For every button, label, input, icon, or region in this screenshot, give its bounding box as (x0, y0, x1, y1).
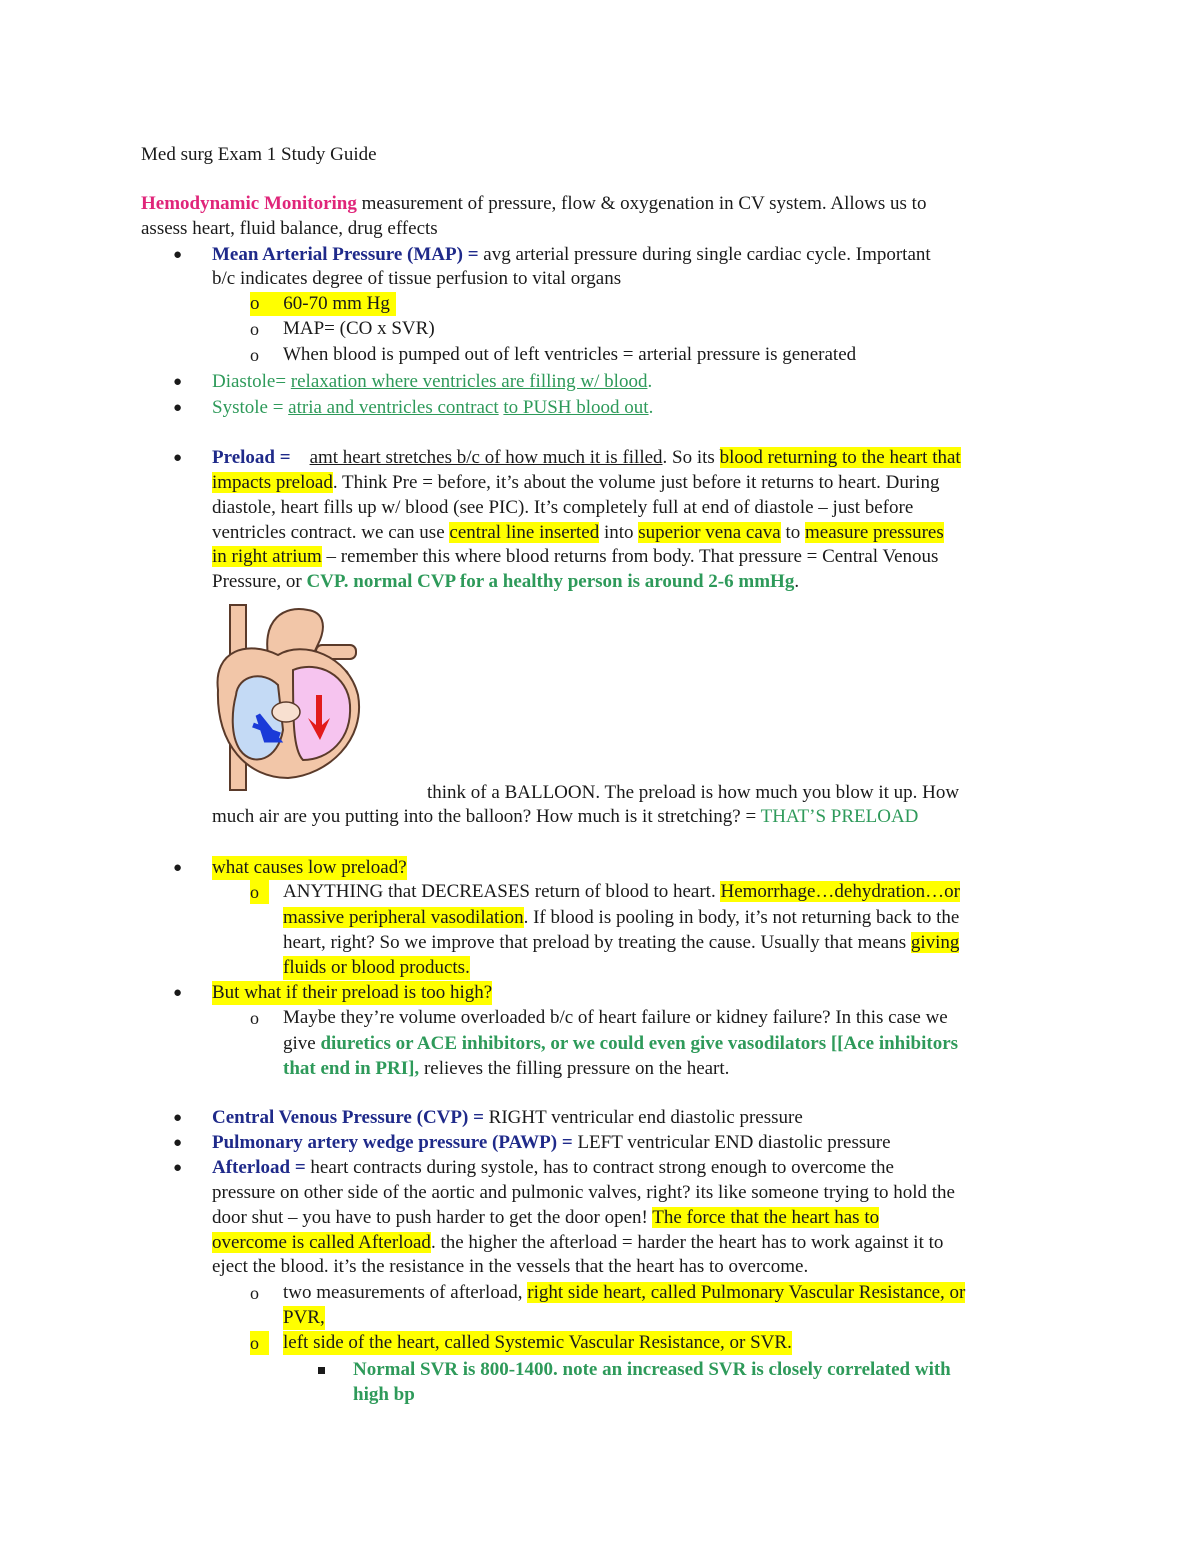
afterload-sub-1: two measurements of afterload, right side heart, called Pulmonary Vascular Resistance, or (283, 1282, 966, 1303)
hemo-term: Hemodynamic Monitoring (141, 193, 357, 214)
low-line-1: ANYTHING that DECREASES return of blood to heart. Hemorrhage…dehydration…or (283, 881, 961, 902)
preload-term: Preload = (212, 447, 296, 468)
afterload-sub-2: left side of the heart, called Systemic Vascular Resistance, or SVR. (283, 1332, 792, 1353)
afterload-line-1: Afterload = heart contracts during systole, has to contract strong enough to overcome the (212, 1157, 894, 1178)
circle-bullet: o (250, 1283, 259, 1303)
svr-note-line-1: Normal SVR is 800-1400. note an increased SVR is closely correlated with (353, 1359, 951, 1380)
bullet: ● (173, 860, 183, 876)
square-bullet (318, 1367, 325, 1374)
svr-note-line-2: high bp (353, 1384, 415, 1405)
heart-diagram-image (208, 600, 368, 800)
bullet: ● (173, 374, 183, 390)
low-line-3: heart, right? So we improve that preload by treating the cause. Usually that means giving (283, 932, 960, 953)
preload-line-4: ventricles contract. we can use central line inserted into superior vena cava to measure pressures (212, 522, 944, 543)
balloon-line-2: much air are you putting into the balloon? How much is it stretching? = THAT’S PRELOAD (212, 806, 919, 827)
aorta-shape (267, 609, 323, 655)
preload-line-1: Preload = amt heart stretches b/c of how much it is filled. So its blood returning to the heart that (212, 447, 961, 468)
map-sub-3: When blood is pumped out of left ventricles = arterial pressure is generated (283, 344, 857, 365)
afterload-line-2: pressure on other side of the aortic and pulmonic valves, right? its like someone trying to hold the (212, 1182, 955, 1203)
high-line-3: that end in PRI], relieves the filling pressure on the heart. (283, 1058, 730, 1079)
preload-line-3: diastole, heart fills up w/ blood (see PIC). It’s completely full at end of diastole – just before (212, 497, 914, 518)
doc-title: Med surg Exam 1 Study Guide (141, 144, 377, 165)
circle-bullet: o (250, 345, 259, 365)
map-line-2: b/c indicates degree of tissue perfusion to vital organs (212, 268, 622, 289)
high-line-2: give diuretics or ACE inhibitors, or we could even give vasodilators [[Ace inhibitors (283, 1033, 959, 1054)
map-line-1: Mean Arterial Pressure (MAP) = avg arterial pressure during single cardiac cycle. Important (212, 244, 931, 265)
map-sub-2: MAP= (CO x SVR) (283, 318, 435, 339)
map-sub-1: o 60-70 mm Hg (250, 292, 396, 316)
pawp-line: Pulmonary artery wedge pressure (PAWP) = LEFT ventricular END diastolic pressure (212, 1132, 891, 1153)
preload-line-6: Pressure, or CVP. normal CVP for a healthy person is around 2-6 mmHg. (212, 571, 800, 592)
bullet: ● (173, 1135, 183, 1151)
circle-bullet: o (250, 1008, 259, 1028)
hemo-line-1: Hemodynamic Monitoring measurement of pressure, flow & oxygenation in CV system. Allows us to (141, 193, 927, 214)
bullet: ● (173, 400, 183, 416)
afterload-sub-1-cont: PVR, (283, 1307, 325, 1328)
preload-line-5: in right atrium – remember this where blood returns from body. That pressure = Central Venous (212, 546, 939, 567)
circle-bullet: o (250, 880, 269, 904)
afterload-line-4: overcome is called Afterload. the higher the afterload = harder the heart has to work against it to (212, 1232, 944, 1253)
low-line-2: massive peripheral vasodilation. If blood is pooling in body, it’s not returning back to the (283, 907, 960, 928)
bullet: ● (173, 450, 183, 466)
bullet: ● (173, 1160, 183, 1176)
low-line-4: fluids or blood products. (283, 957, 470, 978)
systole-line: Systole = atria and ventricles contract to PUSH blood out. (212, 397, 654, 418)
afterload-line-5: eject the blood. it’s the resistance in the vessels that the heart has to overcome. (212, 1256, 809, 1277)
low-preload-question: what causes low preload? (212, 857, 407, 878)
map-term: Mean Arterial Pressure (MAP) = (212, 244, 484, 265)
valve-shape (272, 702, 300, 722)
bullet: ● (173, 247, 183, 263)
high-preload-question: But what if their preload is too high? (212, 982, 493, 1003)
afterload-line-3: door shut – you have to push harder to get the door open! The force that the heart has to (212, 1207, 880, 1228)
cvp-line: Central Venous Pressure (CVP) = RIGHT ventricular end diastolic pressure (212, 1107, 803, 1128)
bullet: ● (173, 1110, 183, 1126)
circle-bullet: o (250, 1331, 269, 1355)
bullet: ● (173, 985, 183, 1001)
circle-bullet: o (250, 319, 259, 339)
preload-line-2: impacts preload. Think Pre = before, it’s about the volume just before it returns to heart. During (212, 472, 940, 493)
diastole-line: Diastole= relaxation where ventricles are filling w/ blood. (212, 371, 653, 392)
hemo-line-2: assess heart, fluid balance, drug effects (141, 218, 438, 239)
balloon-line-1: think of a BALLOON. The preload is how much you blow it up. How (427, 782, 960, 803)
high-line-1: Maybe they’re volume overloaded b/c of heart failure or kidney failure? In this case we (283, 1007, 948, 1028)
